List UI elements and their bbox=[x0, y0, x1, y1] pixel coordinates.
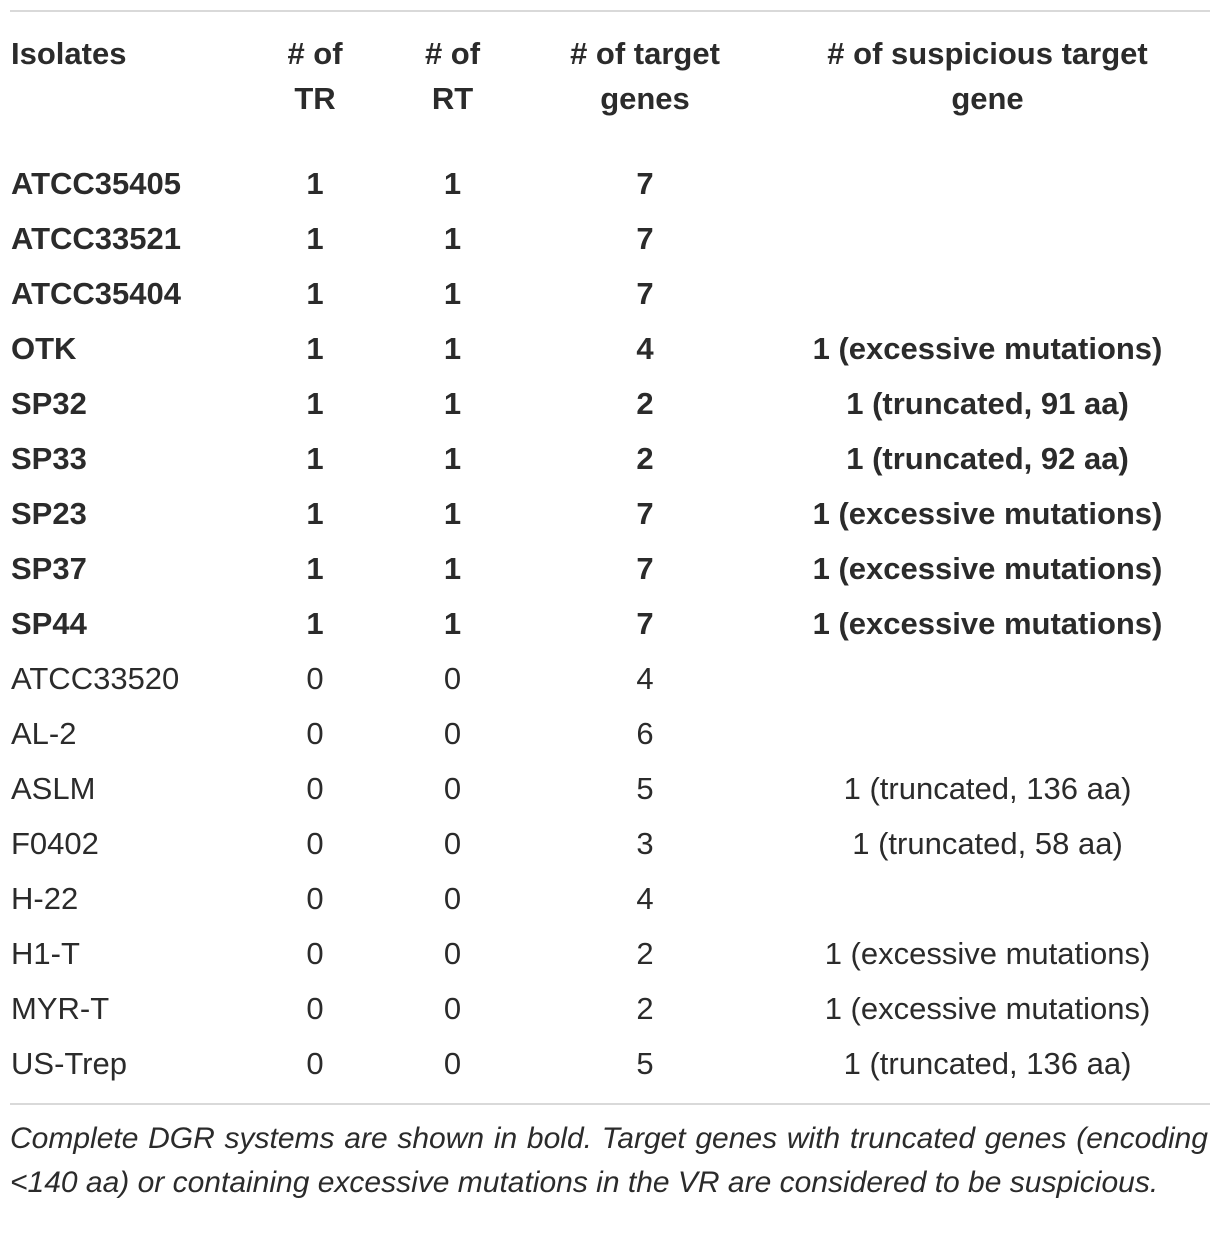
cell-isolate: SP37 bbox=[11, 550, 87, 586]
table-footnote: Complete DGR systems are shown in bold. Target genes with truncated genes (encoding <140 aa) or containing excessive mutations in the VR are considered to be suspicious. bbox=[10, 1122, 1208, 1199]
cell-tr: 0 bbox=[306, 935, 324, 971]
cell-isolate: H-22 bbox=[11, 880, 79, 916]
cell-tr: 1 bbox=[306, 275, 324, 311]
cell-suspicious: 1 (truncated, 92 aa) bbox=[846, 440, 1129, 476]
header-text: Isolates bbox=[11, 36, 127, 71]
cell-isolate: SP33 bbox=[11, 440, 87, 476]
cell-suspicious bbox=[765, 706, 1210, 761]
header-text: # of suspicious target bbox=[827, 36, 1148, 71]
cell-suspicious: 1 (truncated, 136 aa) bbox=[843, 770, 1132, 806]
cell-rt: 1 bbox=[443, 275, 462, 311]
cell-tr: 0 bbox=[306, 715, 324, 751]
cell-isolate: SP32 bbox=[11, 385, 87, 421]
cell-target-genes: 5 bbox=[636, 1045, 654, 1081]
table-row bbox=[10, 142, 1210, 211]
cell-isolate: AL-2 bbox=[11, 715, 77, 751]
cell-suspicious: 1 (truncated, 58 aa) bbox=[852, 825, 1123, 861]
cell-suspicious: 1 (excessive mutations) bbox=[812, 330, 1163, 366]
header-target-genes bbox=[525, 12, 765, 142]
cell-isolate: ATCC33521 bbox=[11, 220, 182, 256]
cell-rt: 0 bbox=[443, 990, 462, 1026]
bottom-rule bbox=[10, 1103, 1210, 1105]
cell-isolate: ATCC33520 bbox=[11, 660, 180, 696]
table-row bbox=[10, 816, 1210, 871]
cell-tr: 0 bbox=[306, 880, 324, 916]
cell-isolate: ATCC35404 bbox=[11, 275, 182, 311]
cell-target-genes: 3 bbox=[636, 825, 654, 861]
cell-suspicious: 1 (excessive mutations) bbox=[812, 550, 1163, 586]
cell-suspicious: 1 (excessive mutations) bbox=[824, 990, 1151, 1026]
table-row bbox=[10, 376, 1210, 431]
cell-tr: 1 bbox=[306, 165, 324, 201]
cell-tr: 0 bbox=[306, 1045, 324, 1081]
cell-rt: 1 bbox=[443, 330, 462, 366]
table-row bbox=[10, 651, 1210, 706]
header-text: genes bbox=[600, 81, 690, 116]
header-isolates bbox=[10, 12, 250, 142]
table-row bbox=[10, 1036, 1210, 1103]
table-row bbox=[10, 761, 1210, 816]
cell-isolate: OTK bbox=[11, 330, 77, 366]
cell-target-genes: 2 bbox=[636, 440, 654, 476]
header-text: # of bbox=[287, 36, 343, 71]
cell-target-genes: 5 bbox=[636, 770, 654, 806]
cell-rt: 0 bbox=[443, 825, 462, 861]
header-text: gene bbox=[951, 81, 1024, 116]
cell-target-genes: 4 bbox=[636, 880, 654, 916]
table-body bbox=[10, 142, 1210, 1103]
cell-rt: 1 bbox=[443, 385, 462, 421]
cell-isolate: H1-T bbox=[11, 935, 80, 971]
cell-target-genes: 4 bbox=[636, 660, 654, 696]
cell-isolate: ASLM bbox=[11, 770, 96, 806]
table-row bbox=[10, 596, 1210, 651]
cell-rt: 1 bbox=[443, 440, 462, 476]
table-row bbox=[10, 486, 1210, 541]
cell-tr: 0 bbox=[306, 825, 324, 861]
header-text: # of target bbox=[570, 36, 720, 71]
cell-suspicious: 1 (excessive mutations) bbox=[812, 605, 1163, 641]
cell-rt: 0 bbox=[443, 770, 462, 806]
cell-tr: 1 bbox=[306, 550, 324, 586]
cell-tr: 1 bbox=[306, 385, 324, 421]
isolates-table bbox=[10, 12, 1210, 1103]
cell-rt: 1 bbox=[443, 495, 462, 531]
cell-target-genes: 2 bbox=[636, 385, 654, 421]
header-text: RT bbox=[431, 81, 474, 116]
cell-tr: 1 bbox=[306, 440, 324, 476]
cell-rt: 0 bbox=[443, 880, 462, 916]
cell-rt: 0 bbox=[443, 935, 462, 971]
table-row bbox=[10, 871, 1210, 926]
cell-isolate: ATCC35405 bbox=[11, 165, 182, 201]
cell-target-genes: 7 bbox=[636, 495, 654, 531]
cell-suspicious: 1 (truncated, 91 aa) bbox=[846, 385, 1129, 421]
cell-rt: 1 bbox=[443, 605, 462, 641]
cell-isolate: SP44 bbox=[11, 605, 87, 641]
header-tr-count bbox=[250, 12, 380, 142]
cell-tr: 0 bbox=[306, 660, 324, 696]
cell-suspicious: 1 (excessive mutations) bbox=[812, 495, 1163, 531]
cell-tr: 0 bbox=[306, 770, 324, 806]
cell-target-genes: 7 bbox=[636, 220, 654, 256]
cell-target-genes: 7 bbox=[636, 550, 654, 586]
header-row bbox=[10, 12, 1210, 142]
cell-target-genes: 7 bbox=[636, 275, 654, 311]
header-suspicious-target-gene bbox=[765, 12, 1210, 142]
cell-tr: 1 bbox=[306, 605, 324, 641]
cell-target-genes: 6 bbox=[636, 715, 654, 751]
table-row bbox=[10, 266, 1210, 321]
cell-target-genes: 7 bbox=[636, 605, 654, 641]
cell-rt: 1 bbox=[443, 220, 462, 256]
table-row bbox=[10, 706, 1210, 761]
cell-target-genes: 7 bbox=[636, 165, 654, 201]
table-row bbox=[10, 981, 1210, 1036]
table-row bbox=[10, 541, 1210, 596]
cell-suspicious bbox=[765, 651, 1210, 706]
header-text: # of bbox=[424, 36, 481, 71]
table-container bbox=[10, 10, 1210, 1205]
cell-rt: 0 bbox=[443, 660, 462, 696]
cell-tr: 1 bbox=[306, 220, 324, 256]
cell-rt: 0 bbox=[443, 715, 462, 751]
cell-target-genes: 2 bbox=[636, 935, 654, 971]
table-header bbox=[10, 12, 1210, 142]
table-row bbox=[10, 211, 1210, 266]
cell-tr: 0 bbox=[306, 990, 324, 1026]
cell-rt: 1 bbox=[443, 550, 462, 586]
cell-suspicious: 1 (truncated, 136 aa) bbox=[843, 1045, 1132, 1081]
cell-isolate: US-Trep bbox=[11, 1045, 127, 1081]
header-text: TR bbox=[294, 81, 336, 116]
cell-suspicious bbox=[765, 142, 1210, 211]
cell-target-genes: 2 bbox=[636, 990, 654, 1026]
cell-rt: 1 bbox=[443, 165, 462, 201]
cell-rt: 0 bbox=[443, 1045, 462, 1081]
header-rt-count bbox=[380, 12, 525, 142]
cell-isolate: F0402 bbox=[11, 825, 99, 861]
table-row bbox=[10, 321, 1210, 376]
cell-tr: 1 bbox=[306, 495, 324, 531]
cell-tr: 1 bbox=[306, 330, 324, 366]
table-row bbox=[10, 431, 1210, 486]
cell-isolate: MYR-T bbox=[11, 990, 110, 1026]
cell-target-genes: 4 bbox=[636, 330, 654, 366]
cell-isolate: SP23 bbox=[11, 495, 87, 531]
cell-suspicious bbox=[765, 211, 1210, 266]
table-row bbox=[10, 926, 1210, 981]
cell-suspicious bbox=[765, 871, 1210, 926]
cell-suspicious bbox=[765, 266, 1210, 321]
cell-suspicious: 1 (excessive mutations) bbox=[824, 935, 1151, 971]
